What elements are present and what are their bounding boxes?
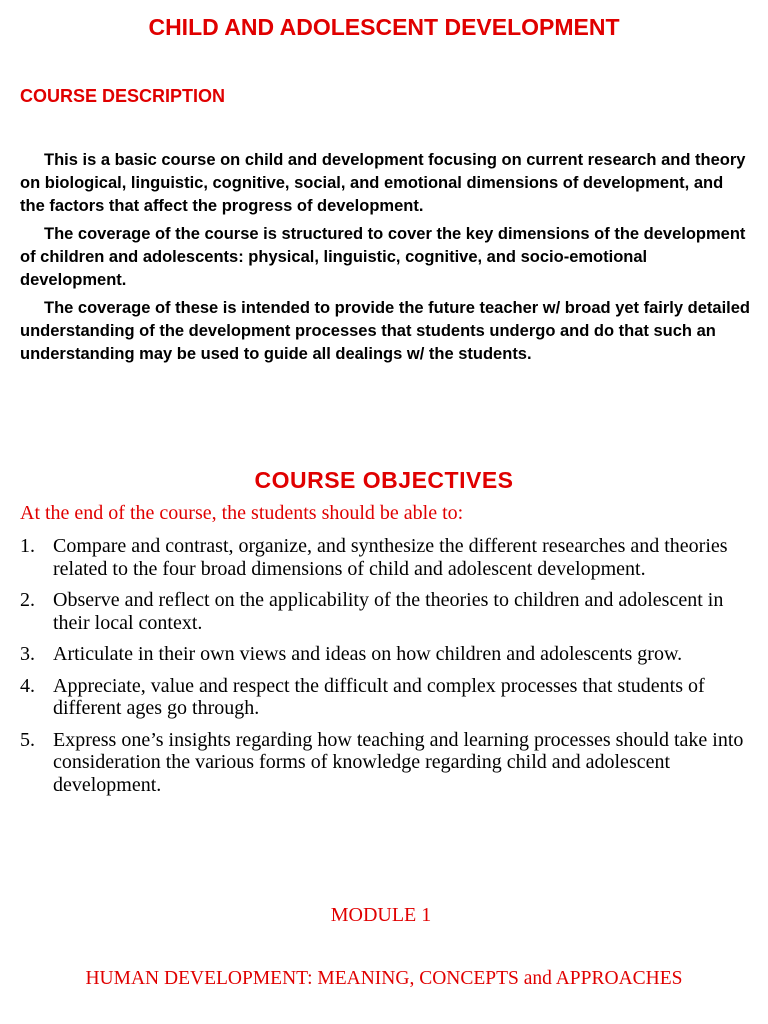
objective-text: Articulate in their own views and ideas on how children and adolescents grow. [53,643,683,665]
objective-text: Appreciate, value and respect the difficult and complex processes that students of different ages go through. [53,674,705,719]
objective-item [20,535,755,580]
objectives-intro: At the end of the course, the students should be able to: [20,502,464,524]
course-objectives-heading: COURSE OBJECTIVES [254,467,514,493]
objective-number: 2. [20,589,35,611]
objective-text: Express one’s insights regarding how teaching and learning processes should take into consideration the various forms of knowledge regarding child and adolescent development. [53,728,744,796]
objective-item [20,675,755,720]
objective-text: Compare and contrast, organize, and synthesize the different researches and theories related to the four broad dimensions of child and adolescent development. [53,535,728,580]
description-paragraph: This is a basic course on child and development focusing on current research and theory on biological, linguistic, cognitive, social, and emotional dimensions of development, and the factors that affect the progress of development. [20,151,746,215]
objective-text: Observe and reflect on the applicability of the theories to children and adolescent in their local context. [53,589,724,634]
module-title: HUMAN DEVELOPMENT: MEANING, CONCEPTS and APPROACHES [85,968,683,989]
objectives-list [20,535,755,805]
objective-number: 3. [20,643,35,665]
objective-item [20,643,755,666]
objective-number: 1. [20,535,35,557]
description-paragraph: The coverage of these is intended to provide the future teacher w/ broad yet fairly detailed understanding of the development processes that students undergo and do that such an understanding may be used to guide all dealings w/ the students. [20,299,750,363]
module-label: MODULE 1 [330,904,432,926]
document-title: CHILD AND ADOLESCENT DEVELOPMENT [148,14,620,40]
objective-item [20,729,755,797]
objective-number: 5. [20,728,35,751]
objective-number: 4. [20,674,35,697]
course-description-body [20,149,750,371]
description-paragraph: The coverage of the course is structured to cover the key dimensions of the development of children and adolescents: physical, linguistic, cognitive, and socio-emotional development. [20,225,746,289]
course-description-heading: COURSE DESCRIPTION [20,86,226,106]
objective-item [20,589,755,634]
